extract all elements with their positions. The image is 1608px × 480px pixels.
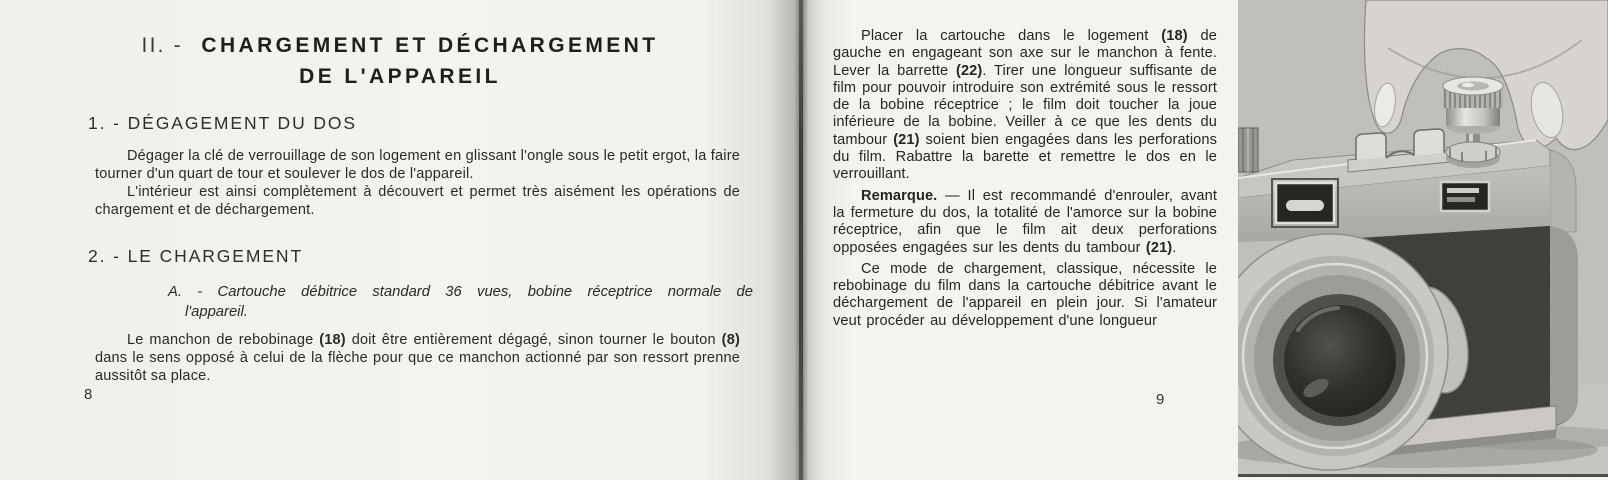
bold-reference: (18) — [1161, 28, 1188, 44]
right-page — [803, 0, 1608, 480]
bold-reference: (22) — [956, 62, 983, 79]
page-number: 8 — [84, 386, 93, 403]
left-page — [0, 0, 799, 480]
paragraph — [833, 28, 1217, 184]
page-number: 9 — [1156, 391, 1165, 408]
bold-reference: (21) — [1145, 239, 1173, 256]
remark-paragraph — [833, 188, 1217, 257]
text-segment: — Il est recommandé d'enrouler, avant la fermeture du dos, la totalité de l'amorce sur la bobine réceptrice, afin que le film ait deux perforations opposées engagées sur les dents du tambour — [833, 187, 1217, 256]
bold-reference: Remarque. — [861, 187, 938, 204]
bold-reference: (18) — [319, 332, 346, 348]
text-segment: dans le sens opposé à celui de la flèche pour que ce manchon actionné par son ressort prenne aussitôt sa place. — [95, 350, 740, 384]
paragraph — [95, 331, 740, 385]
text-segment: Le manchon de rebobinage — [127, 332, 320, 348]
list-item-a: A. - Cartouche débitrice standard 36 vues, bobine réceptrice normale de l'appareil. — [168, 284, 753, 320]
camera-photo — [1238, 0, 1608, 477]
text-segment: doit être entièrement dégagé, sinon tourner le bouton — [345, 332, 722, 348]
bold-reference: (21) — [893, 131, 920, 148]
section-heading-degagement-du-dos: 1. - DÉGAGEMENT DU DOS — [88, 113, 358, 133]
paragraph: Dégager la clé de verrouillage de son logement en glissant l'ongle sous le petit ergot, la faire tourner d'un quart de tour et soulever le dos de l'appareil. — [95, 148, 740, 182]
chapter-title-line2: DE L'APPAREIL — [299, 65, 501, 88]
section-heading-le-chargement: 2. - LE CHARGEMENT — [88, 246, 304, 266]
text-segment: Placer la cartouche dans le logement — [861, 28, 1162, 44]
paragraph: Ce mode de chargement, classique, nécessite le rebobinage du film dans la cartouche débitrice avant le déchargement de l'appareil en plein jour. Si l'amateur veut procéder au développement d'une longueur — [833, 260, 1217, 329]
bold-reference: (8) — [721, 332, 740, 348]
chapter-title-line1 — [60, 30, 740, 61]
text-segment: de gauche en engageant son axe sur le manchon à fente. Lever la barrette — [833, 28, 1217, 79]
chapter-title — [60, 30, 740, 92]
paragraph: L'intérieur est ainsi complètement à découvert et permet très aisément les opérations de chargement et de déchargement. — [95, 184, 740, 218]
chapter-number: II. - — [141, 34, 183, 57]
text-segment: . — [1172, 239, 1177, 256]
text-segment: . Tirer une longueur suffisante de film pour pouvoir introduire son extrémité sous le ressort de la bobine réceptrice ; le film doit toucher la joue inférieure de la bobine. Veiller à ce que les dents du tambour — [833, 62, 1217, 148]
chapter-title-text: CHARGEMENT ET DÉCHARGEMENT — [201, 34, 659, 57]
camera-photo-illustration — [1238, 0, 1608, 474]
text-segment: soient bien engagées dans les perforations du film. Rabattre la barette et remettre le dos en le verrouillant. — [833, 131, 1218, 183]
right-text-column — [833, 28, 1217, 330]
halftone-grain — [1238, 0, 1608, 474]
